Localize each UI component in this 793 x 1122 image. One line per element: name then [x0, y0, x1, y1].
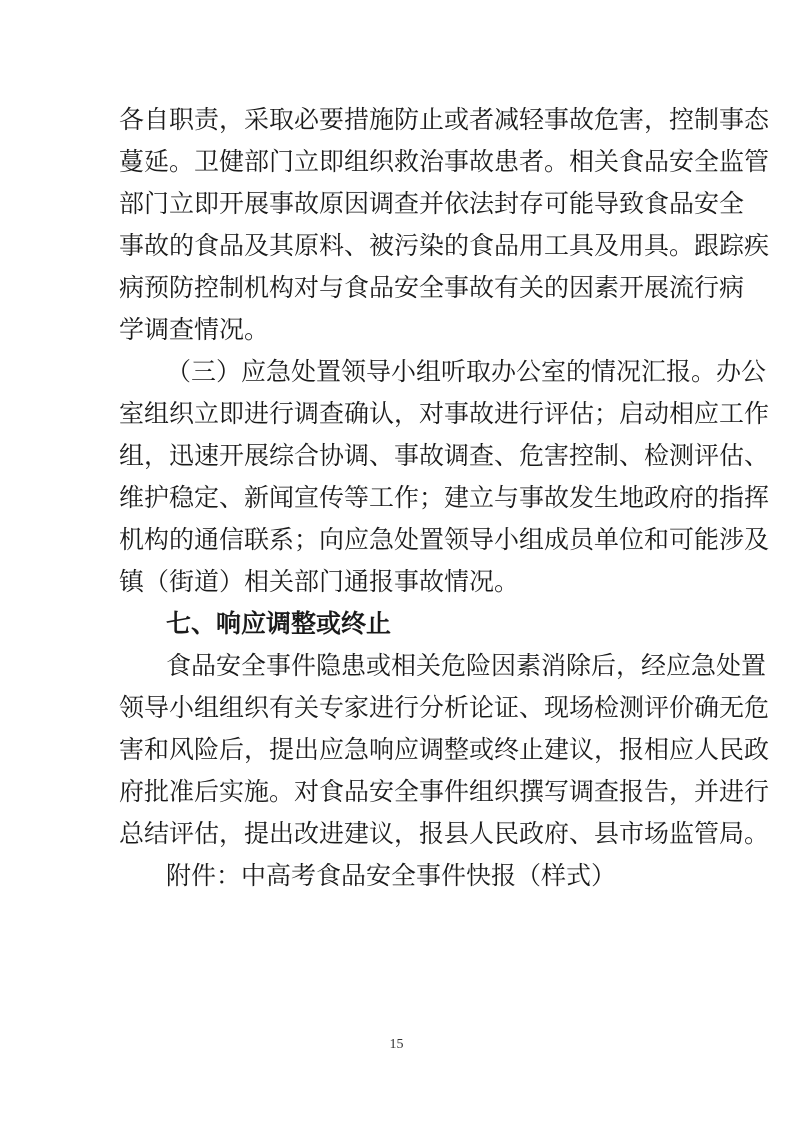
paragraph-line: 镇（街道）相关部门通报事故情况。 — [119, 567, 520, 596]
page-number: 15 — [389, 1037, 404, 1052]
paragraph-line: 食品安全事件隐患或相关危险因素消除后，经应急处置 — [166, 651, 767, 680]
paragraph-line: 领导小组组织有关专家进行分析论证、现场检测评价确无危 — [119, 693, 770, 722]
paragraph-line: （三）应急处置领导小组听取办公室的情况汇报。办公 — [166, 357, 767, 386]
paragraph-line: 室组织立即进行调查确认，对事故进行评估；启动相应工作 — [119, 399, 770, 428]
paragraph-line: 各自职责，采取必要措施防止或者减轻事故危害，控制事态 — [119, 105, 770, 134]
paragraph-line: 部门立即开展事故原因调查并依法封存可能导致食品安全 — [119, 189, 745, 218]
paragraph-line: 学调查情况。 — [119, 315, 270, 344]
paragraph-line: 病预防控制机构对与食品安全事故有关的因素开展流行病 — [119, 273, 745, 302]
paragraph-line: 蔓延。卫健部门立即组织救治事故患者。相关食品安全监管 — [119, 147, 770, 176]
paragraph-line: 总结评估，提出改进建议，报县人民政府、县市场监管局。 — [119, 819, 770, 848]
section-heading: 七、响应调整或终止 — [166, 609, 392, 638]
paragraph-line: 组，迅速开展综合协调、事故调查、危害控制、检测评估、 — [119, 441, 770, 470]
paragraph-line: 维护稳定、新闻宣传等工作；建立与事故发生地政府的指挥 — [119, 483, 770, 512]
attachment-note: 附件：中高考食品安全事件快报（样式） — [166, 861, 617, 890]
paragraph-line: 事故的食品及其原料、被污染的食品用工具及用具。跟踪疾 — [119, 231, 770, 260]
paragraph-line: 机构的通信联系；向应急处置领导小组成员单位和可能涉及 — [119, 525, 770, 554]
paragraph-line: 府批准后实施。对食品安全事件组织撰写调查报告，并进行 — [119, 777, 770, 806]
paragraph-line: 害和风险后，提出应急响应调整或终止建议，报相应人民政 — [119, 735, 770, 764]
